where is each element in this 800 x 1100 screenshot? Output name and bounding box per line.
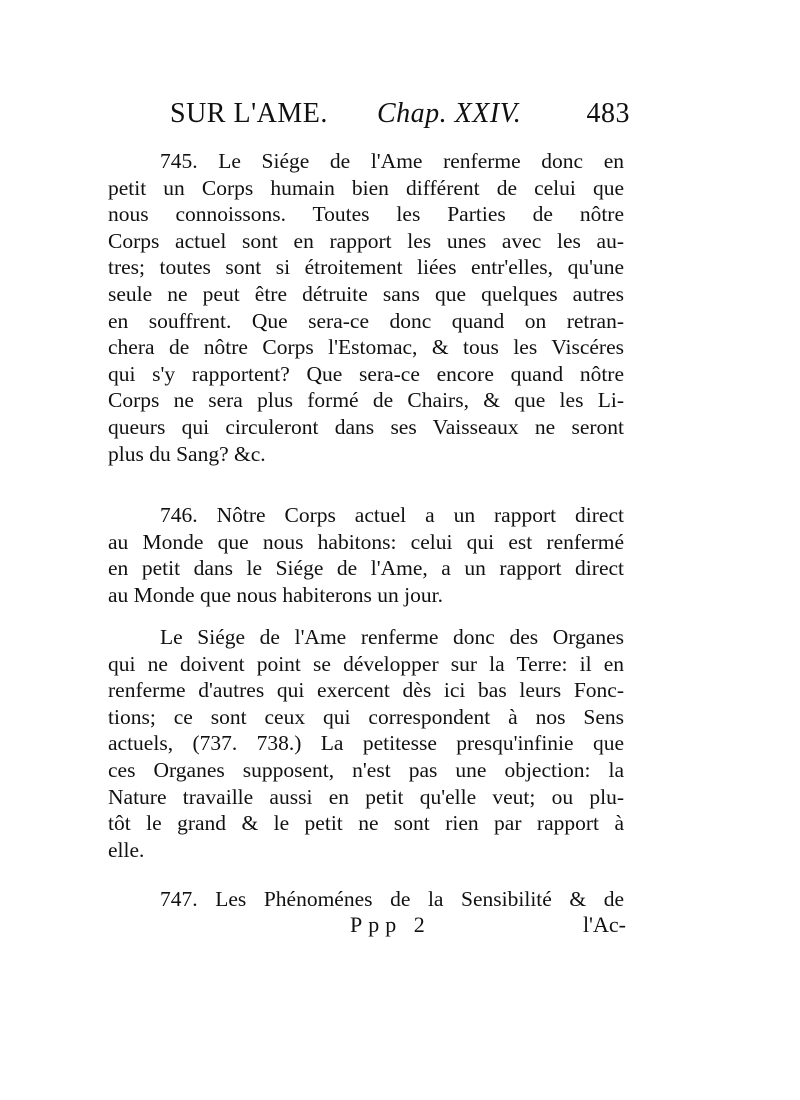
chapter-label: Chap. XXIV.: [377, 98, 522, 129]
running-title: SUR L'AME.: [170, 98, 328, 129]
text-line: ces Organes supposent, n'est pas une objection: la: [108, 757, 624, 782]
text-line: au Monde que nous habitons: celui qui est renfermé: [108, 529, 624, 554]
text-line: qui ne doivent point se développer sur la Terre: il en: [108, 651, 624, 676]
signature-mark: Ppp 2: [350, 912, 431, 937]
text-line: queurs qui circuleront dans ses Vaisseaux ne seront: [108, 414, 624, 439]
text-line: au Monde que nous habiterons un jour.: [108, 582, 443, 607]
paragraph-continuation: [108, 624, 624, 863]
text-line: Corps ne sera plus formé de Chairs, & que les Li-: [108, 388, 624, 413]
text-line: plus du Sang? &c.: [108, 441, 266, 466]
paragraph-747: [108, 886, 624, 913]
text-line: en souffrent. Que sera-ce donc quand on retran-: [108, 308, 624, 333]
paragraph-746: [108, 502, 624, 608]
text-line: elle.: [108, 837, 145, 862]
text-line: Le Siége de l'Ame renferme donc des Organes: [160, 625, 624, 649]
text-line: nous connoissons. Toutes les Parties de nôtre: [108, 202, 624, 227]
text-line: 745. Le Siége de l'Ame renferme donc en: [160, 149, 624, 173]
page-footer: [350, 912, 626, 942]
text-line: tions; ce sont ceux qui correspondent à nos Sens: [108, 704, 624, 729]
text-line: 747. Les Phénoménes de la Sensibilité & de: [160, 887, 624, 911]
text-line: tres; toutes sont si étroitement liées entr'elles, qu'une: [108, 255, 624, 280]
text-line: tôt le grand & le petit ne sont rien par rapport à: [108, 811, 624, 836]
text-line: 746. Nôtre Corps actuel a un rapport direct: [160, 503, 624, 527]
running-head: [170, 98, 630, 138]
text-line: renferme d'autres qui exercent dès ici bas leurs Fonc-: [108, 678, 624, 703]
paragraph-745: [108, 148, 624, 467]
catchword: l'Ac-: [582, 912, 626, 937]
text-line: en petit dans le Siége de l'Ame, a un rapport direct: [108, 556, 624, 581]
text-line: actuels, (737. 738.) La petitesse presqu'infinie que: [108, 731, 624, 756]
text-line: Corps actuel sont en rapport les unes avec les au-: [108, 228, 624, 253]
text-line: Nature travaille aussi en petit qu'elle veut; ou plu-: [108, 784, 624, 809]
text-line: petit un Corps humain bien différent de celui que: [108, 175, 624, 200]
text-line: qui s'y rapportent? Que sera-ce encore quand nôtre: [108, 361, 624, 386]
text-line: chera de nôtre Corps l'Estomac, & tous les Viscéres: [108, 335, 624, 360]
text-line: seule ne peut être détruite sans que quelques autres: [108, 281, 624, 306]
page-number: 483: [586, 98, 630, 129]
